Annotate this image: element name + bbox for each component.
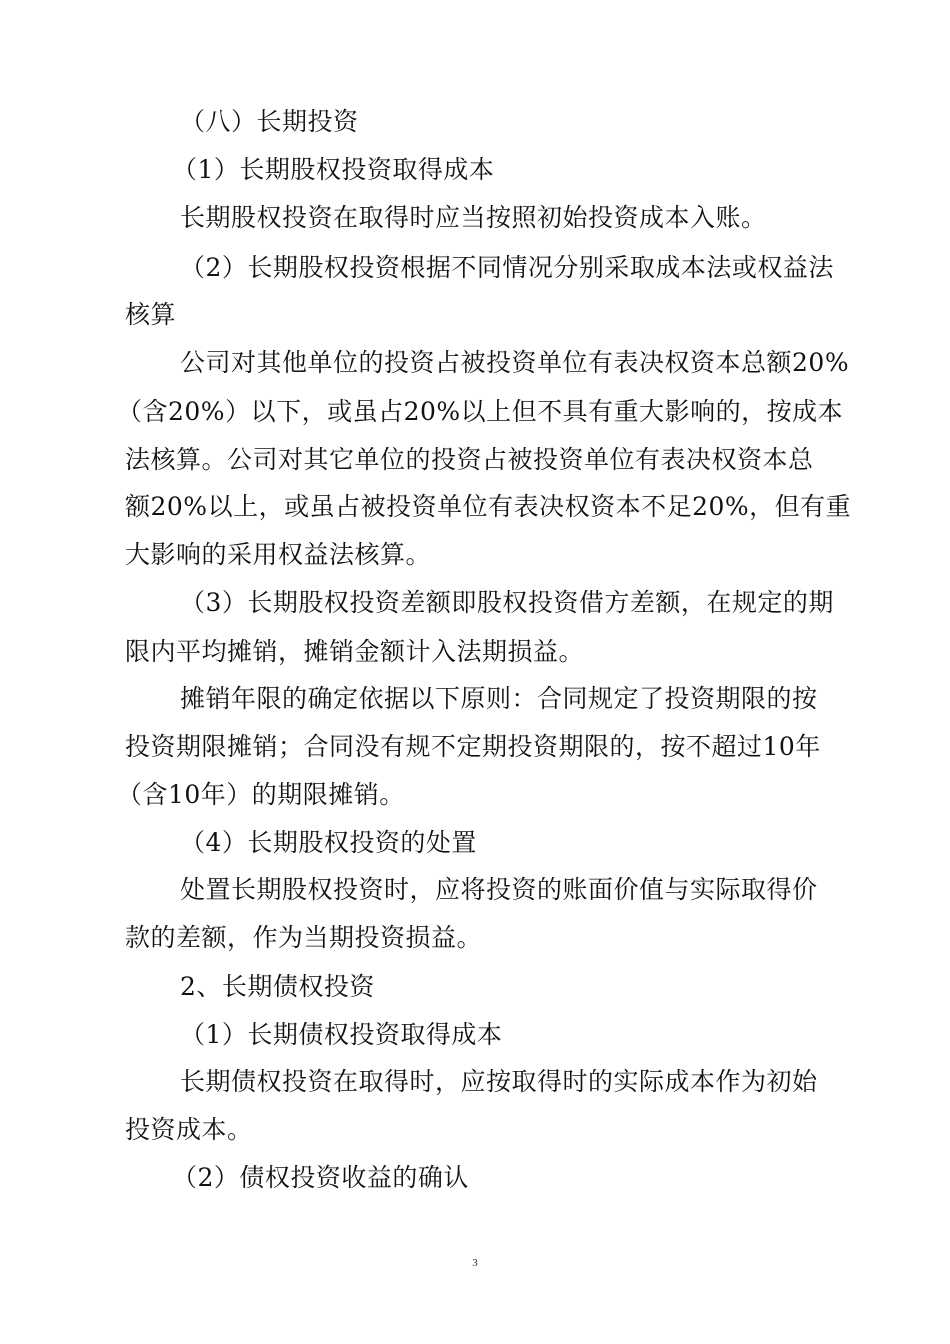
subheading-debt-acquisition-cost: （1）长期债权投资取得成本 bbox=[180, 1020, 503, 1049]
paragraph-line: 限内平均摊销，摊销金额计入法期损益。 bbox=[125, 637, 585, 666]
paragraph-line: 核算 bbox=[125, 300, 177, 329]
subheading-equity-disposal: （4）长期股权投资的处置 bbox=[180, 828, 477, 857]
paragraph-line: 公司对其他单位的投资占被投资单位有表决权资本总额20% bbox=[180, 348, 850, 377]
subheading-debt-income-recognition: （2）债权投资收益的确认 bbox=[172, 1163, 469, 1192]
paragraph-line: （含10年）的期限摊销。 bbox=[117, 780, 405, 809]
paragraph-line: 大影响的采用权益法核算。 bbox=[125, 540, 432, 569]
section-heading-long-term-investment: （八）长期投资 bbox=[180, 107, 359, 136]
paragraph-line: 额20%以上，或虽占被投资单位有表决权资本不足20%，但有重 bbox=[125, 492, 852, 521]
subheading-accounting-methods: （2）长期股权投资根据不同情况分别采取成本法或权益法 bbox=[180, 253, 834, 282]
paragraph-line: 长期债权投资在取得时，应按取得时的实际成本作为初始 bbox=[180, 1067, 818, 1096]
paragraph-line: 投资期限摊销；合同没有规不定期投资期限的，按不超过10年 bbox=[125, 732, 821, 761]
paragraph-line: 款的差额，作为当期投资损益。 bbox=[125, 923, 483, 952]
section-heading-long-term-debt-investment: 2、长期债权投资 bbox=[180, 972, 375, 1001]
paragraph-line: 法核算。公司对其它单位的投资占被投资单位有表决权资本总 bbox=[125, 445, 814, 474]
paragraph-line: 投资成本。 bbox=[125, 1115, 253, 1144]
paragraph-line: 长期股权投资在取得时应当按照初始投资成本入账。 bbox=[180, 203, 767, 232]
subheading-equity-difference: （3）长期股权投资差额即股权投资借方差额，在规定的期 bbox=[180, 588, 834, 617]
paragraph-line: （含20%）以下，或虽占20%以上但不具有重大影响的，按成本 bbox=[117, 397, 844, 426]
paragraph-line: 摊销年限的确定依据以下原则：合同规定了投资期限的按 bbox=[180, 684, 818, 713]
subheading-equity-acquisition-cost: （1）长期股权投资取得成本 bbox=[172, 155, 495, 184]
paragraph-line: 处置长期股权投资时，应将投资的账面价值与实际取得价 bbox=[180, 875, 818, 904]
page-number: 3 bbox=[472, 1257, 478, 1269]
